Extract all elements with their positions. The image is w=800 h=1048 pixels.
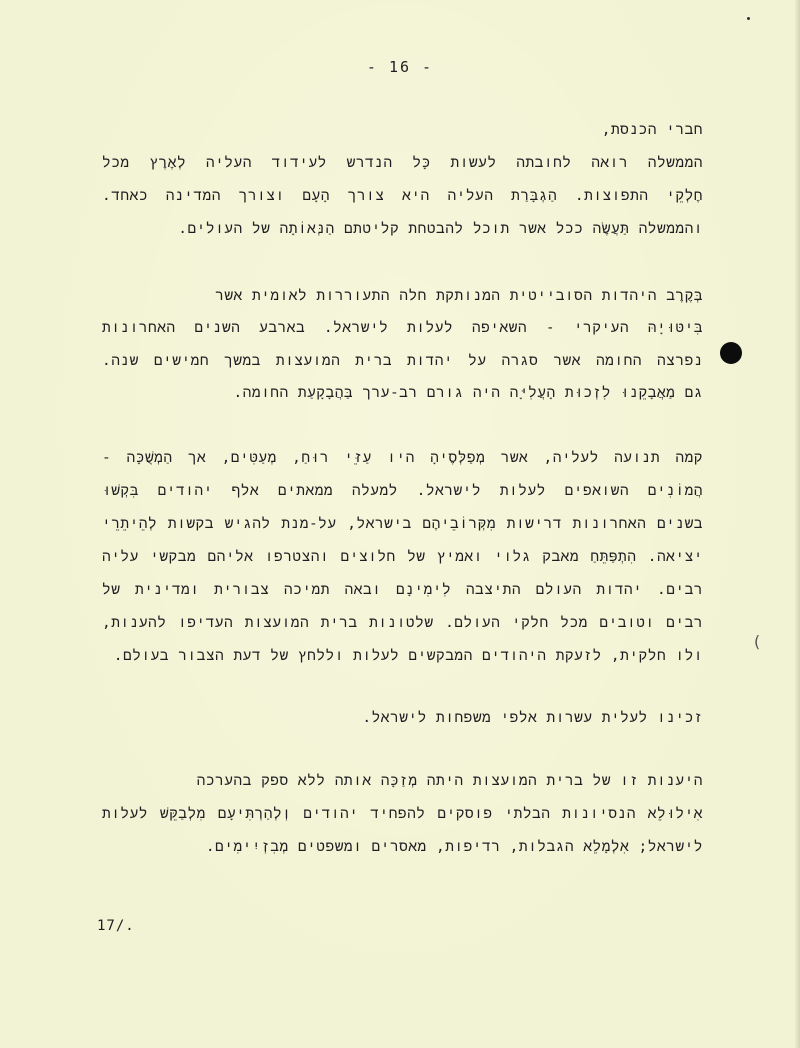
punch-hole xyxy=(720,342,742,364)
paragraph-line: קמה תנועה לעליה, אשר מְפַלְּסֶיהָ היו עַזֵּי רוּחַ, מְעַטִּים, אך הַמְשֻׁכָּה - xyxy=(102,450,703,466)
paragraph-line: אִילוּלֵא הנסיונות הבלתי פוסקים להפחיד יהודים וְלְהַרְתִּיעָם מִלְבַקֵּשׁ לעלות xyxy=(102,806,703,822)
page-number: - 16 - xyxy=(366,58,434,76)
paragraph-line: יציאה. הִתְפַּתֵּחַ מאבק גלוי ואמיץ של חלוצים והצטרפו אליהם מבקשי עליה xyxy=(102,549,703,565)
paragraph-line: רבים. יהדות העולם התיצבה לִימִינָם ובאה תמיכה צבורית ומדינית של xyxy=(102,582,703,598)
paragraph-line: בִּיטּוּיָהּ העיקרי - השאיפה לעלות לישראל. בארבע השנים האחרונות xyxy=(102,320,703,336)
paragraph-line: חֶלְקֵי התפוצות. הַגְבָּרַת העליה היא צורך הָעָם וצורך המדינה כאחד. xyxy=(102,188,703,204)
paragraph-line: הממשלה רואה לחובתה לעשות כָּל הנדרש לעידוד העליה לְאֶרֶץ מכל xyxy=(102,155,703,171)
paragraph-line: רבים וטובים מכל חלקי העולם. שלטונות ברית המועצות העדיפו להענות, xyxy=(102,615,703,631)
paragraph-line: והממשלה תַּעֲשֶׂה ככל אשר תוכל להבטחת קליטתם הַנְּאוֹתָה של העולים. xyxy=(178,221,703,237)
paragraph-line: גם מַאֲבָקֵנוּ לִזְכוּת הָעֲלִיָּה היה גורם רב-ערך בַּהֲבָקָעַת החומה. xyxy=(233,385,703,401)
continuation-ref: 17/. xyxy=(97,918,135,934)
page-edge-shadow xyxy=(794,0,800,1048)
margin-mark: ( xyxy=(752,632,762,651)
paragraph-line: בְּקֶרֶב היהדות הסובייטית המנותקת חלה התעוררות לאומית אשר xyxy=(215,288,703,304)
paragraph-line: היענות זו של ברית המועצות היתה מְזַכָּה אותה ללא ספק בהערכה xyxy=(196,773,703,789)
paragraph-line: לישראל; אִלְמָלֵא הגבלות, רדיפות, מאסרים ומשפטים מְבִזְיִימִים. xyxy=(205,839,703,855)
paragraph-line: בשנים האחרונות דרישות מִקְּרוֹבֵיהֶם בישראל, על-מנת להגיש בקשות לְהֵיתֵרֵי xyxy=(102,516,703,532)
paper-speck xyxy=(747,17,750,20)
salutation-line: חברי הכנסת, xyxy=(601,122,703,138)
paragraph-line: הֲמוֹנִים השואפים לעלות לישראל. למעלה ממאתים אלף יהודים בִּקְשׁוּ xyxy=(102,483,703,499)
paragraph-line: ולו חלקית, לזעקת היהודים המבקשים לעלות וללחץ של דעת הצבור בעולם. xyxy=(113,648,703,664)
paragraph-line: זכינו לעלית עשרות אלפי משפחות לישראל. xyxy=(362,710,703,726)
paragraph-line: נפרצה החומה אשר סגרה על יהדות ברית המועצות במשך חמישים שנה. xyxy=(102,353,703,369)
